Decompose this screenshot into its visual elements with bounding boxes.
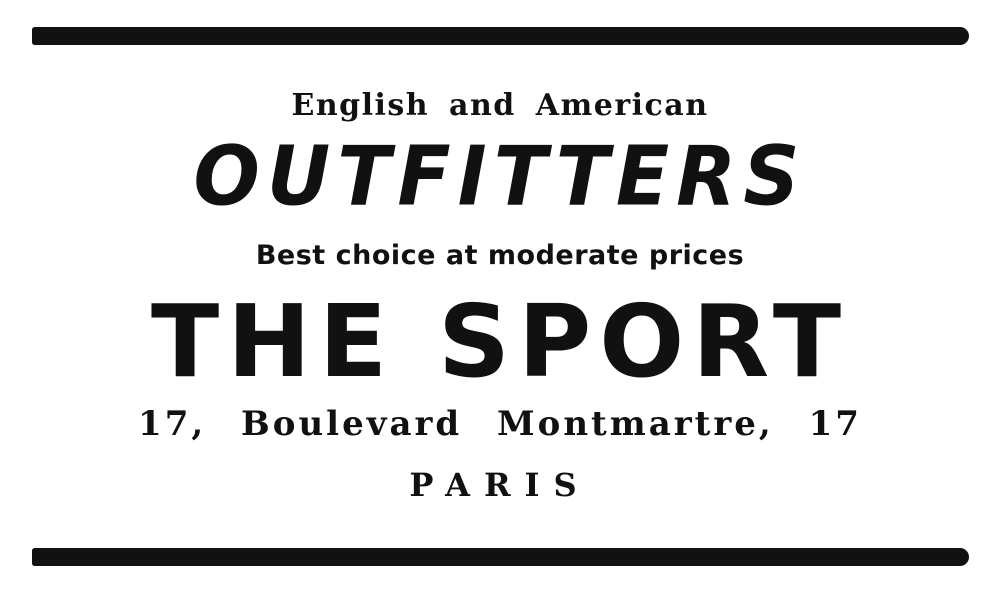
subline-prices: Best choice at moderate prices (255, 240, 745, 271)
shop-city: PARIS (409, 466, 591, 504)
headline-outfitters: OUTFITTERS (193, 129, 807, 225)
bottom-border-rule (32, 548, 969, 566)
shop-address: 17, Boulevard Montmartre, 17 (138, 404, 862, 444)
tagline: English and American (291, 88, 709, 123)
top-border-rule (32, 27, 969, 45)
shop-name: THE SPORT (150, 283, 850, 400)
